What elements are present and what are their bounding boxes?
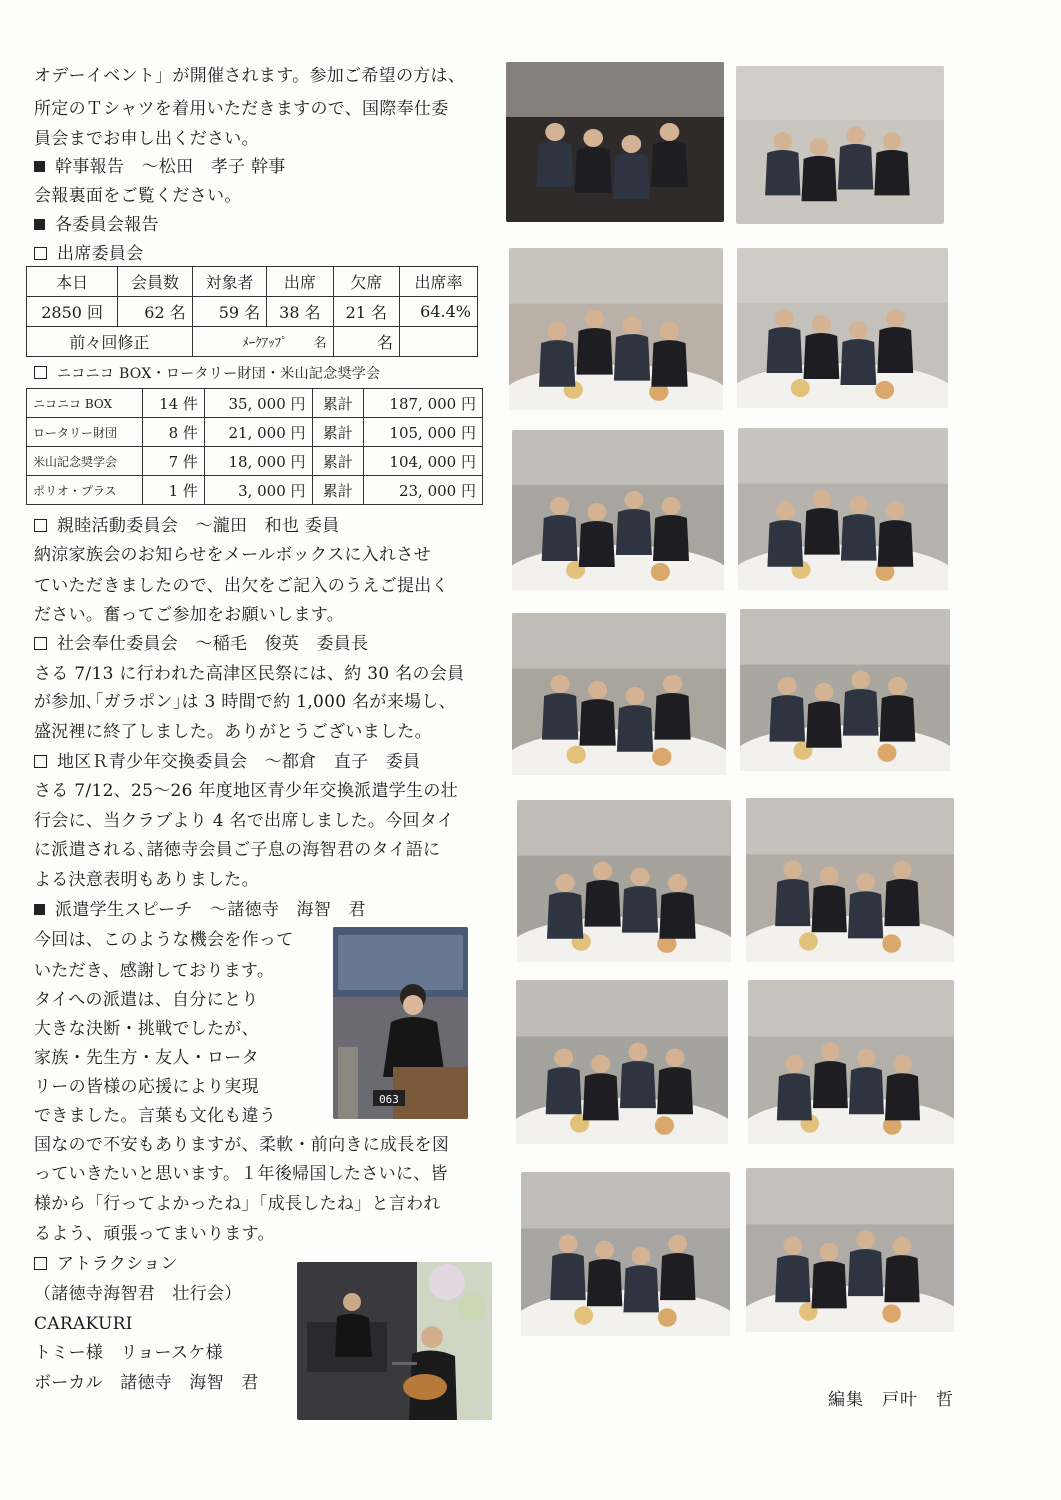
- event-photo: [738, 428, 948, 590]
- text-line: タイへの派遣は、自分にとり: [34, 990, 259, 1010]
- hollow-square-icon: [34, 1257, 47, 1270]
- event-photo: [746, 1168, 954, 1332]
- event-photo: [512, 613, 726, 775]
- sub-heading: ニコニコ BOX・ロータリー財団・米山記念奨学会: [34, 364, 380, 384]
- table-cell: 62 名: [118, 297, 192, 327]
- donations-table: [26, 388, 483, 505]
- event-photo: [736, 66, 944, 224]
- table-cell: ﾒｰｸｱｯﾌﾟ 名: [192, 327, 333, 357]
- table-cell: 名: [333, 327, 399, 357]
- event-photo: [746, 798, 954, 962]
- sub-heading: 出席委員会: [34, 244, 144, 264]
- filled-square-icon: [34, 161, 45, 172]
- text-line: CARAKURI: [34, 1314, 133, 1334]
- text-line: 今回は、このような機会を作って: [34, 930, 294, 950]
- section-heading: 幹事報告 ～松田 孝子 幹事: [34, 157, 286, 177]
- text-line: 大きな決断・挑戦でしたが、: [34, 1019, 259, 1039]
- table-row: ニコニコ BOX 14 件 35, 000 円 累計 187, 000 円: [27, 389, 483, 418]
- text-line: よる決意表明もありました。: [34, 870, 259, 890]
- text-line: ていただきましたので、出欠をご記入のうえご提出く: [34, 576, 449, 596]
- filled-square-icon: [34, 904, 45, 915]
- table-row: ロータリー財団 8 件 21, 000 円 累計 105, 000 円: [27, 418, 483, 447]
- event-photo: [506, 62, 724, 222]
- text-line: いただき、感謝しております。: [34, 961, 275, 981]
- text-line: 所定のＴシャツを着用いただきますので、国際奉仕委: [34, 99, 449, 119]
- text-line: 納涼家族会のお知らせをメールボックスに入れさせ: [34, 545, 431, 565]
- hollow-square-icon: [34, 366, 47, 379]
- sub-heading: 地区Ｒ青少年交換委員会 ～都倉 直子 委員: [34, 752, 420, 772]
- editor-credit: 編集 戸叶 哲: [828, 1390, 954, 1410]
- sub-heading: 親睦活動委員会 ～瀧田 和也 委員: [34, 516, 340, 536]
- event-photo: [512, 430, 724, 590]
- event-photo: [509, 248, 723, 410]
- text-line: さる 7/12、25～26 年度地区青少年交換派遣学生の壮: [34, 781, 458, 801]
- table-row: [27, 327, 478, 357]
- text-line: ださい。奮ってご参加をお願いします。: [34, 605, 345, 625]
- text-line: 会報裏面をご覧ください。: [34, 186, 242, 206]
- section-heading: 各委員会報告: [34, 215, 159, 235]
- text-line: っていきたいと思います。１年後帰国したさいに、皆: [34, 1164, 448, 1184]
- table-row: [27, 267, 478, 297]
- text-line: 国なので不安もありますが、柔軟・前向きに成長を図: [34, 1135, 450, 1155]
- text-line: ボーカル 諸徳寺 海智 君: [34, 1373, 259, 1393]
- table-cell: 前々回修正: [27, 327, 193, 357]
- event-photo: [737, 248, 948, 408]
- table-row: 米山記念奨学会 7 件 18, 000 円 累計 104, 000 円: [27, 447, 483, 476]
- podium-number: 063: [379, 1093, 399, 1106]
- speech-photo: [333, 927, 468, 1119]
- table-cell: 21 名: [333, 297, 399, 327]
- text-line: に派遣される､諸徳寺会員ご子息の海智君のタイ語に: [34, 840, 441, 860]
- table-cell: [400, 327, 478, 357]
- text-line: さる 7/13 に行われた高津区民祭には、約 30 名の会員: [34, 664, 465, 684]
- text-line: 盛況裡に終了しました。ありがとうございました。: [34, 722, 432, 742]
- table-row: [27, 297, 478, 327]
- table-cell: 会員数: [118, 267, 192, 297]
- table-cell: 64.4%: [400, 297, 478, 327]
- text-line: 様から「行ってよかったね」「成長したね」と言われ: [34, 1194, 441, 1214]
- event-photo: [516, 980, 728, 1144]
- band-photo: [297, 1262, 492, 1420]
- text-line: トミー様 リョースケ様: [34, 1343, 223, 1363]
- hollow-square-icon: [34, 637, 47, 650]
- sub-heading: アトラクション: [34, 1254, 178, 1274]
- table-cell: 38 名: [267, 297, 333, 327]
- table-cell: 出席: [267, 267, 333, 297]
- text-line: （諸徳寺海智君 壮行会）: [34, 1284, 242, 1304]
- attendance-table: [26, 266, 478, 357]
- hollow-square-icon: [34, 247, 47, 260]
- text-line: オデーイベント」が開催されます。参加ご希望の方は、: [34, 66, 466, 86]
- hollow-square-icon: [34, 519, 47, 532]
- section-heading: 派遣学生スピーチ ～諸徳寺 海智 君: [34, 900, 366, 920]
- table-cell: 対象者: [192, 267, 266, 297]
- table-cell: 2850 回: [27, 297, 118, 327]
- table-cell: 59 名: [192, 297, 266, 327]
- event-photo: [517, 800, 731, 962]
- event-photo: [748, 980, 954, 1144]
- event-photo: [521, 1172, 730, 1336]
- filled-square-icon: [34, 219, 45, 230]
- text-line: 行会に、当クラブより 4 名で出席しました。今回タイ: [34, 811, 455, 831]
- text-line: 家族・先生方・友人・ロータ: [34, 1048, 259, 1068]
- table-cell: 出席率: [400, 267, 478, 297]
- sub-heading: 社会奉仕委員会 ～稲毛 俊英 委員長: [34, 634, 368, 654]
- table-cell: 本日: [27, 267, 118, 297]
- text-line: 員会までお申し出ください。: [34, 129, 259, 149]
- text-line: が参加､｢ガラポン｣は 3 時間で約 1,000 名が来場し、: [34, 692, 456, 712]
- text-line: できました。言葉も文化も違う: [34, 1106, 277, 1126]
- hollow-square-icon: [34, 755, 47, 768]
- text-line: るよう、頑張ってまいります。: [34, 1224, 275, 1244]
- table-row: ポリオ・プラス 1 件 3, 000 円 累計 23, 000 円: [27, 476, 483, 505]
- table-cell: 欠席: [333, 267, 399, 297]
- text-line: リーの皆様の応援により実現: [34, 1077, 259, 1097]
- event-photo: [740, 609, 950, 771]
